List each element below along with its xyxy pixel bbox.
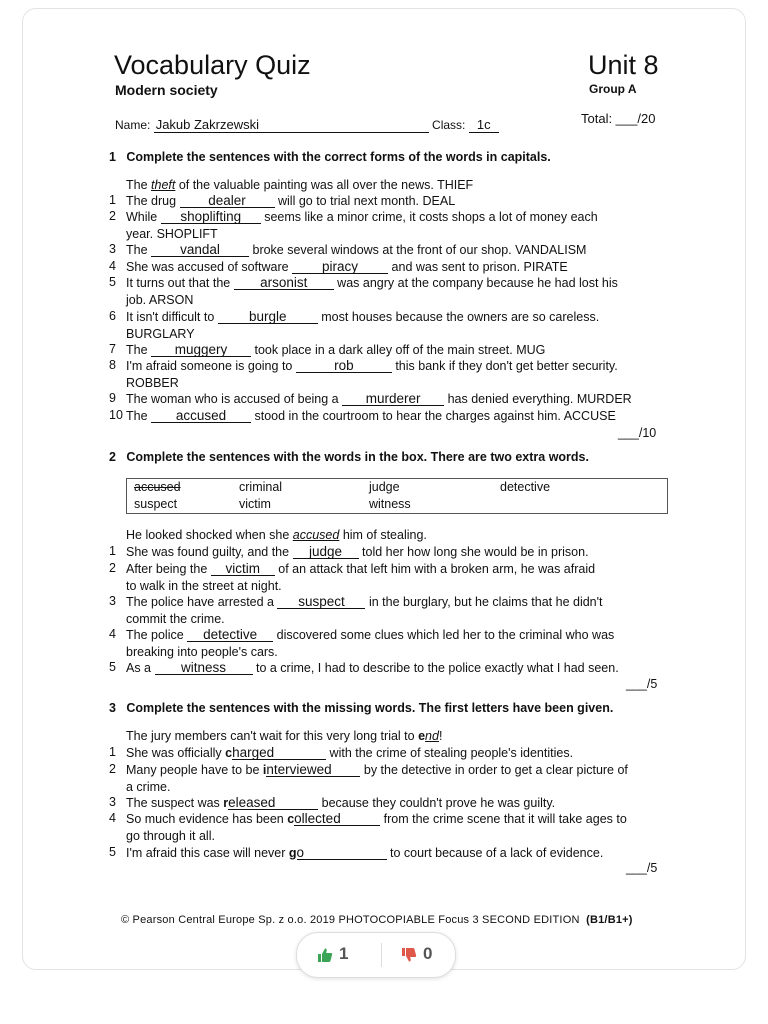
- question-text: [126, 209, 598, 242]
- question-text: [126, 193, 455, 210]
- question-text-after: will go to trial next month. DEAL: [274, 194, 456, 208]
- word-box-item: detective: [500, 480, 551, 494]
- question-number: 6: [109, 309, 116, 323]
- question-number: 3: [109, 795, 116, 809]
- question-number: 2: [109, 561, 116, 575]
- question-number: 2: [109, 762, 116, 776]
- example-text: The jury members can't wait for this very long trial to: [126, 729, 419, 743]
- question-text: [126, 811, 627, 844]
- class-field: 1c: [469, 118, 499, 133]
- question-text-after: broke several windows at the front of our shop. VANDALISM: [249, 243, 587, 257]
- question-text: [126, 561, 595, 594]
- question-number: 3: [109, 242, 116, 256]
- word-box-item: victim: [239, 497, 271, 511]
- question-text: [126, 408, 616, 425]
- word-box-item: accused: [134, 480, 181, 494]
- section-number: 2: [109, 450, 116, 464]
- section-instruction: Complete the sentences with the words in the box. There are two extra words.: [126, 450, 589, 464]
- section-1-heading: [109, 150, 551, 164]
- upvote-count: 1: [339, 944, 349, 963]
- word-box-item: judge: [369, 480, 400, 494]
- answer-blank[interactable]: vandal: [151, 243, 249, 257]
- answer-blank[interactable]: muggery: [151, 343, 251, 357]
- question-text-after: seems like a minor crime, it costs shops a lot of money each: [260, 210, 598, 224]
- example-text: He looked shocked when she: [126, 528, 293, 542]
- question-text-after: in the burglary, but he claims that he didn't: [365, 595, 603, 609]
- first-letter: c: [225, 746, 233, 760]
- group-label: Group A: [589, 82, 637, 96]
- section-3-score: ___/5: [626, 861, 658, 875]
- question-text-after: with the crime of stealing people's identities.: [326, 746, 574, 760]
- question-number: 1: [109, 193, 116, 207]
- answer-blank[interactable]: victim: [211, 562, 275, 576]
- unit-label: Unit 8: [588, 50, 659, 80]
- total-score: Total: ___/20: [581, 111, 656, 126]
- question-text: [126, 795, 555, 812]
- question-number: 10: [109, 408, 123, 422]
- answer-blank[interactable]: nterviewed: [266, 763, 360, 777]
- question-text: [126, 660, 619, 677]
- example-answer: accused: [292, 528, 340, 542]
- answer-blank[interactable]: arsonist: [234, 276, 334, 290]
- downvote-count: 0: [423, 944, 433, 963]
- answer-blank[interactable]: ollected: [294, 812, 380, 826]
- first-letter: r: [223, 796, 229, 810]
- answer-blank[interactable]: accused: [151, 409, 251, 423]
- question-text-before: The drug: [126, 194, 180, 208]
- name-row: [115, 118, 499, 133]
- question-text-before: The: [126, 243, 152, 257]
- answer-blank[interactable]: judge: [293, 545, 359, 559]
- copyright-text: © Pearson Central Europe Sp. z o.o. 2019 PHOTOCOPIABLE Focus 3 SECOND EDITION: [121, 914, 580, 926]
- question-number: 9: [109, 391, 116, 405]
- answer-blank[interactable]: suspect: [277, 595, 365, 609]
- question-number: 4: [109, 259, 116, 273]
- thumbs-down-icon[interactable]: [401, 947, 417, 963]
- vote-divider: [381, 943, 382, 967]
- question-text: [126, 594, 603, 627]
- question-text: [126, 275, 618, 308]
- vote-widget: [296, 932, 456, 978]
- section-3-heading: [109, 701, 613, 715]
- question-text-after: has denied everything. MURDER: [444, 392, 632, 406]
- question-text: [126, 627, 614, 660]
- question-text-after: took place in a dark alley off of the main street. MUG: [251, 343, 546, 357]
- question-text: [126, 342, 545, 359]
- question-text: [126, 259, 568, 276]
- first-letter: g: [288, 846, 297, 860]
- question-text: [126, 391, 632, 408]
- question-text-before: She was officially: [126, 746, 226, 760]
- question-text-before: After being the: [126, 562, 211, 576]
- question-text-after: from the crime scene that it will take ages to: [380, 812, 627, 826]
- question-text-after: by the detective in order to get a clear picture of: [360, 763, 628, 777]
- section-1-example: [126, 177, 473, 194]
- word-box-item: witness: [369, 497, 411, 511]
- question-number: 2: [109, 209, 116, 223]
- question-number: 4: [109, 627, 116, 641]
- question-text-after: discovered some clues which led her to the criminal who was: [273, 628, 615, 642]
- section-2-score: ___/5: [626, 677, 658, 691]
- question-text-before: Many people have to be: [126, 763, 263, 777]
- answer-blank[interactable]: witness: [155, 661, 253, 675]
- question-text-after: stood in the courtroom to hear the charges against him. ACCUSE: [251, 409, 616, 423]
- question-text: [126, 845, 603, 862]
- question-text-continued: BURGLARY: [126, 326, 195, 341]
- question-text-before: The woman who is accused of being a: [126, 392, 343, 406]
- question-text-continued: year. SHOPLIFT: [126, 226, 218, 241]
- answer-blank[interactable]: rob: [296, 359, 392, 373]
- thumbs-up-icon[interactable]: [317, 947, 333, 963]
- question-text-before: As a: [126, 661, 155, 675]
- answer-blank[interactable]: shoplifting: [161, 210, 261, 224]
- answer-blank[interactable]: eleased: [228, 796, 318, 810]
- question-number: 7: [109, 342, 116, 356]
- question-text-continued: to walk in the street at night.: [126, 578, 282, 593]
- question-text-after: to court because of a lack of evidence.: [386, 846, 604, 860]
- question-number: 1: [109, 745, 116, 759]
- answer-blank[interactable]: piracy: [292, 260, 388, 274]
- first-letter: e: [418, 729, 426, 743]
- question-text-before: It turns out that the: [126, 276, 234, 290]
- question-text-before: The suspect was: [126, 796, 224, 810]
- answer-blank[interactable]: o: [297, 846, 387, 860]
- question-text-after: told her how long she would be in prison.: [358, 545, 589, 559]
- question-number: 8: [109, 358, 116, 372]
- answer-blank[interactable]: detective: [187, 628, 273, 642]
- question-text: [126, 745, 573, 762]
- section-number: 3: [109, 701, 116, 715]
- section-2-example: [126, 527, 427, 544]
- question-text-before: I'm afraid this case will never: [126, 846, 289, 860]
- question-number: 3: [109, 594, 116, 608]
- question-text-continued: ROBBER: [126, 375, 179, 390]
- question-text-after: this bank if they don't get better security.: [391, 359, 618, 373]
- question-text-before: I'm afraid someone is going to: [126, 359, 296, 373]
- page-subtitle: Modern society: [115, 82, 218, 98]
- section-instruction: Complete the sentences with the missing words. The first letters have been given.: [126, 701, 614, 715]
- answer-blank[interactable]: harged: [232, 746, 326, 760]
- class-label: Class:: [432, 118, 466, 132]
- example-text: The: [126, 178, 152, 192]
- question-text-after: to a crime, I had to describe to the police exactly what I had seen.: [252, 661, 619, 675]
- example-text: of the valuable painting was all over the news. THIEF: [175, 178, 474, 192]
- question-text: [126, 544, 589, 561]
- question-text: [126, 762, 628, 795]
- section-number: 1: [109, 150, 116, 164]
- example-text: him of stealing.: [339, 528, 427, 542]
- answer-blank[interactable]: murderer: [342, 392, 444, 406]
- page-title: Vocabulary Quiz: [114, 50, 311, 80]
- question-text: [126, 358, 618, 391]
- footer: [121, 914, 633, 926]
- level-label: (B1/B1+): [586, 914, 633, 926]
- question-number: 4: [109, 811, 116, 825]
- first-letter: c: [287, 812, 295, 826]
- answer-blank[interactable]: burgle: [218, 310, 318, 324]
- question-text-before: The police: [126, 628, 188, 642]
- example-text: !: [438, 729, 443, 743]
- word-box: [126, 478, 668, 514]
- question-number: 5: [109, 660, 116, 674]
- question-text-before: She was accused of software: [126, 260, 293, 274]
- question-text-after: and was sent to prison. PIRATE: [388, 260, 568, 274]
- first-letter: i: [262, 763, 267, 777]
- question-text-after: of an attack that left him with a broken arm, he was afraid: [274, 562, 596, 576]
- question-text: [126, 309, 599, 342]
- question-text-before: It isn't difficult to: [126, 310, 218, 324]
- word-box-item: suspect: [134, 497, 178, 511]
- question-text: [126, 242, 586, 259]
- question-text-continued: breaking into people's cars.: [126, 644, 278, 659]
- question-text-before: She was found guilty, and the: [126, 545, 293, 559]
- question-text-after: was angry at the company because he had lost his: [333, 276, 618, 290]
- example-answer: theft: [151, 178, 176, 192]
- question-number: 1: [109, 544, 116, 558]
- name-label: Name:: [115, 118, 151, 132]
- example-answer: nd: [425, 729, 439, 743]
- question-text-continued: commit the crime.: [126, 611, 225, 626]
- question-text-continued: a crime.: [126, 779, 171, 794]
- question-text-before: While: [126, 210, 161, 224]
- question-number: 5: [109, 275, 116, 289]
- question-text-after: because they couldn't prove he was guilty.: [318, 796, 556, 810]
- question-text-before: The police have arrested a: [126, 595, 278, 609]
- question-text-before: The: [126, 343, 152, 357]
- question-text-continued: job. ARSON: [126, 292, 194, 307]
- answer-blank[interactable]: dealer: [180, 194, 275, 208]
- question-text-before: So much evidence has been: [126, 812, 288, 826]
- word-box-item: criminal: [239, 480, 283, 494]
- question-number: 5: [109, 845, 116, 859]
- question-text-before: The: [126, 409, 152, 423]
- question-text-continued: go through it all.: [126, 828, 215, 843]
- section-3-example: [126, 728, 442, 745]
- name-field: Jakub Zakrzewski: [154, 118, 429, 133]
- section-1-score: ___/10: [618, 426, 657, 440]
- question-text-after: most houses because the owners are so careless.: [317, 310, 600, 324]
- section-instruction: Complete the sentences with the correct forms of the words in capitals.: [126, 150, 551, 164]
- section-2-heading: [109, 450, 589, 464]
